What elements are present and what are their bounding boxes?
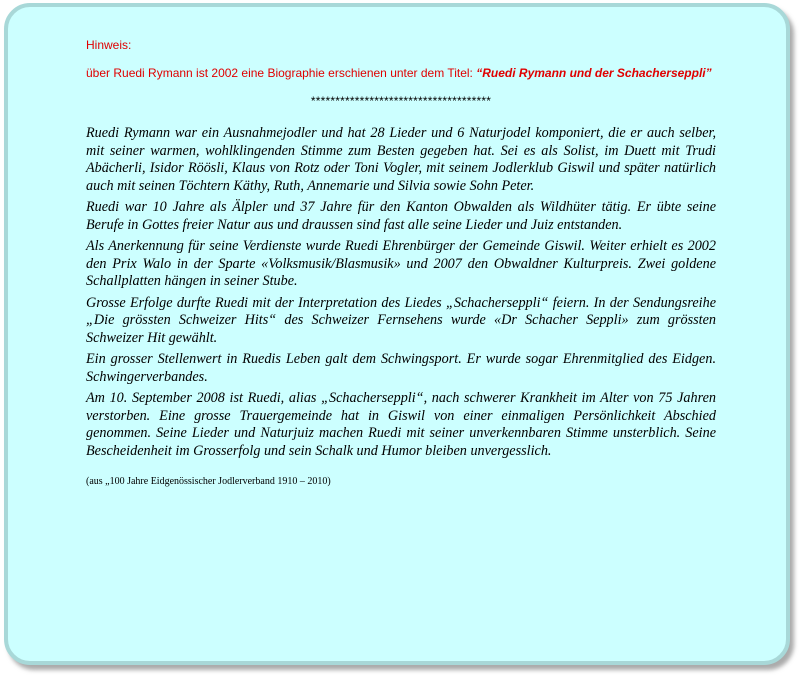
- book-title: “Ruedi Rymann und der Schacherseppli”: [476, 66, 712, 80]
- paragraph: Als Anerkennung für seine Verdienste wurde Ruedi Ehrenbürger der Gemeinde Giswil. Weiter erhielt es 2002 den Prix Walo in der Sparte «Volksmusik/Blasmusik» und 2007 den Obwaldner Kulturpreis. Zwei goldene Schallplatten hängen in seiner Stube.: [86, 238, 716, 289]
- paragraph: Grosse Erfolge durfte Ruedi mit der Interpretation des Liedes „Schacherseppli“ feiern. In der Sendungsreihe „Die grössten Schweizer Hits“ des Schweizer Fernsehens wurde «Dr Schacher Seppli» zum grössten Schweizer Hit gewählt.: [86, 294, 716, 346]
- paragraph: Am 10. September 2008 ist Ruedi, alias „Schacherseppli“, nach schwerer Krankheit im Alter von 75 Jahren verstorben. Eine grosse Trauergemeinde hat in Giswil von einer einmaligen Persönlichkeit Abschied genommen. Seine Lieder und Naturjuiz machen Ruedi mit seiner unverkennbaren Stimme unsterblich. Seine Bescheidenheit im Grosserfolg und sein Schalk und Humor bleiben unvergesslich.: [86, 390, 716, 459]
- paragraph: Ein grosser Stellenwert in Ruedis Leben galt dem Schwingsport. Er wurde sogar Ehrenmitglied des Eidgen. Schwingerverbandes.: [86, 351, 716, 385]
- paragraph: Ruedi Rymann war ein Ausnahmejodler und hat 28 Lieder und 6 Naturjodel komponiert, die er auch selber, mit seiner warmen, wohlklingenden Stimme zum Besten gegeben hat. Sei es als Solist, im Duett mit Trudi Abächerli, Isidor Röösli, Klaus von Rotz oder Toni Vogler, mit seinem Jodlerklub Giswil und später natürlich auch mit seinen Töchtern Käthy, Ruth, Annemarie und Silvia sowie Sohn Peter.: [86, 125, 716, 194]
- source-citation: (aus „100 Jahre Eidgenössischer Jodlerverband 1910 – 2010): [86, 476, 331, 487]
- paragraph: Ruedi war 10 Jahre als Älpler und 37 Jahre für den Kanton Obwalden als Wildhüter tätig. Er übte seine Berufe in Gottes freier Natur aus und draussen sind fast alle seine Lieder und Juiz entstanden.: [86, 199, 716, 233]
- note-label: Hinweis:: [86, 38, 132, 52]
- article: [86, 38, 716, 497]
- note-line: [86, 66, 716, 80]
- note-text: über Ruedi Rymann ist 2002 eine Biographie erschienen unter dem Titel:: [86, 66, 473, 80]
- separator: *************************************: [310, 94, 492, 108]
